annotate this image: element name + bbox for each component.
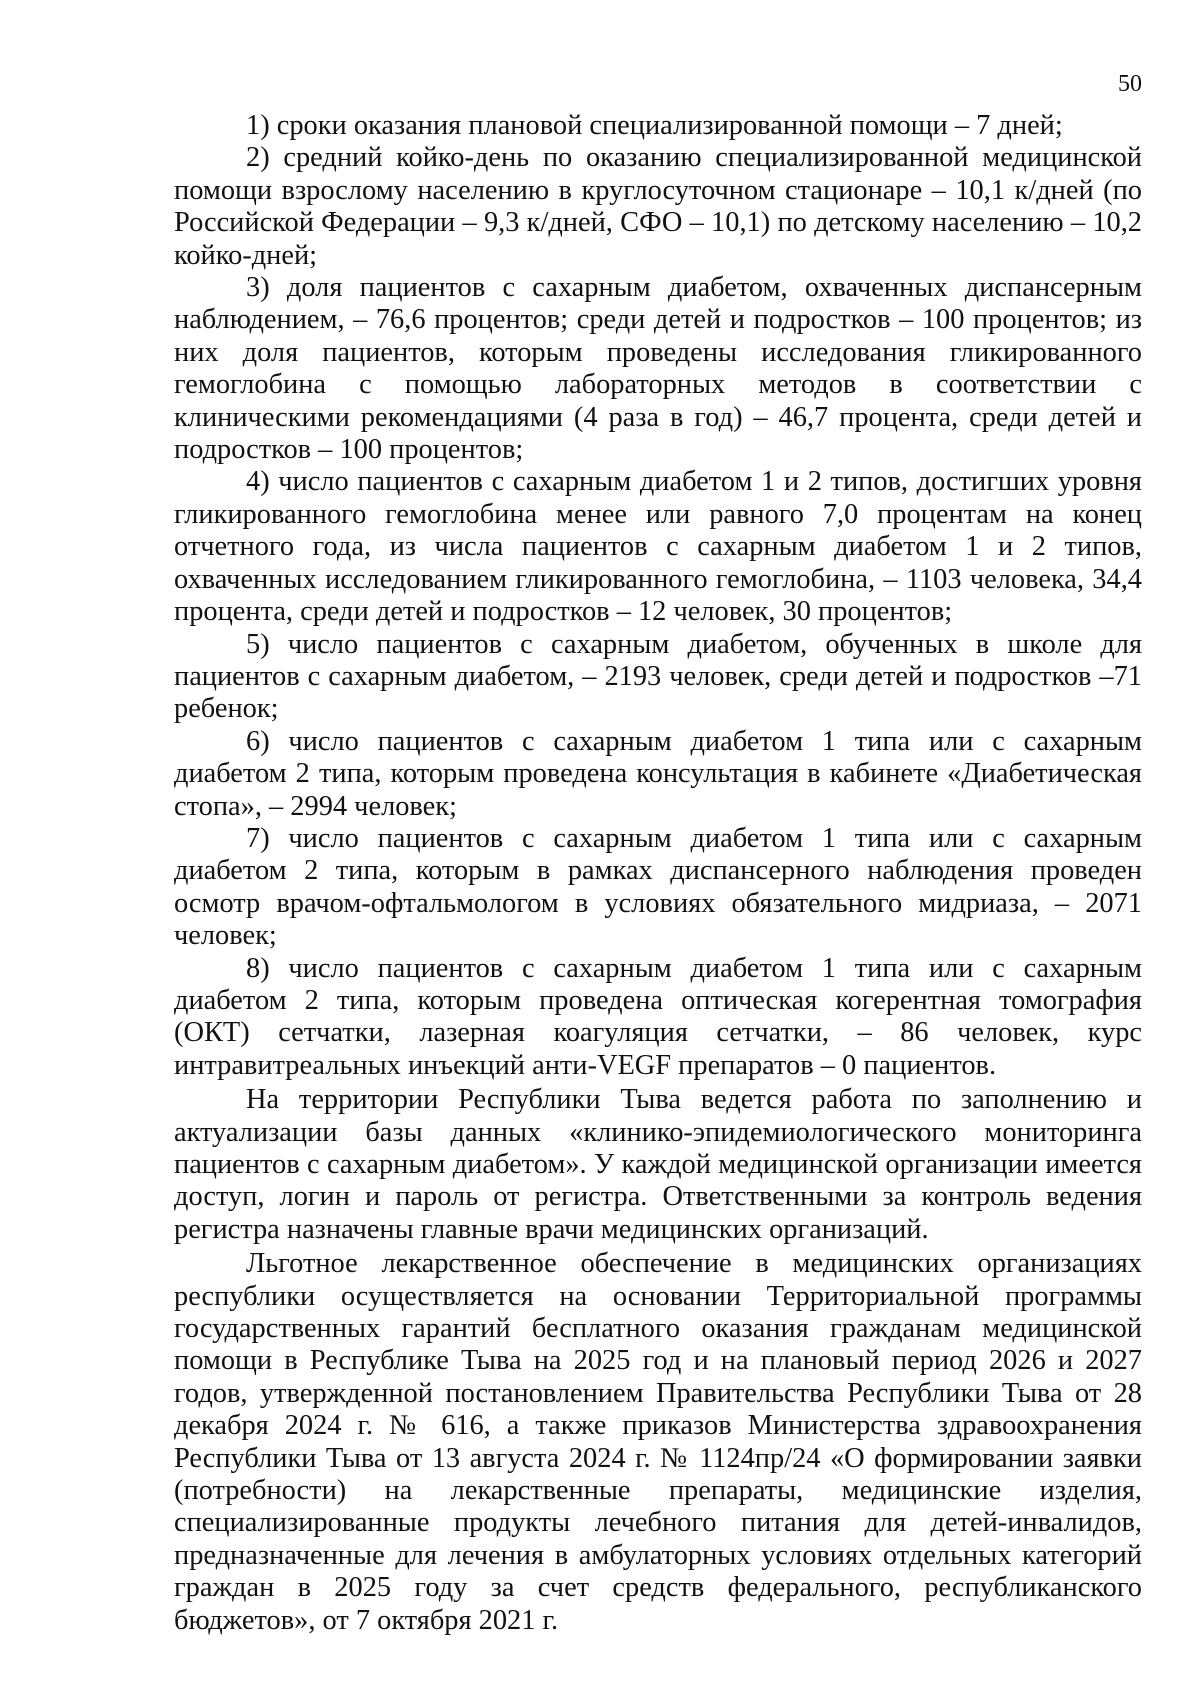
paragraph-registry: На территории Республики Тыва ведется работа по заполнению и актуализации базы данных «клинико-эпидемиологического мониторинга пациентов с сахарным диабетом». У каждой медицинской организации имеется доступ, логин и пароль от регистра. Ответственными за контроль ведения регистра назначены главные врачи медицинских организаций. [174, 1084, 1142, 1245]
paragraph-drug-provision: Льготное лекарственное обеспечение в медицинских организациях республики осуществляется на основании Территориальной программы государственных гарантий бесплатного оказания гражданам медицинской помощи в Республике Тыва на 2025 год и на плановый период 2026 и 2027 годов, утвержденной постановлением Правительства Республики Тыва от 28 декабря 2024 г. № 616, а также приказов Министерства здравоохранения Республики Тыва от 13 августа 2024 г. № 1124пр/24 «О формировании заявки (потребности) на лекарственные препараты, медицинские изделия, специализированные продукты лечебного питания для детей-инвалидов, предназначенные для лечения в амбулаторных условиях отдельных категорий граждан в 2025 году за счет средств федерального, республиканского бюджетов», от 7 октября 2021 г. [174, 1248, 1142, 1636]
list-item-8: 8) число пациентов с сахарным диабетом 1 типа или с сахарным диабетом 2 типа, которым проведена оптическая когерентная томография (ОКТ) сетчатки, лазерная коагуляция сетчатки, – 86 человек, курс интравитреальных инъекций анти-VEGF препаратов – 0 пациентов. [174, 952, 1142, 1081]
list-item-6: 6) число пациентов с сахарным диабетом 1 типа или с сахарным диабетом 2 типа, которым проведена консультация в кабинете «Диабетическая стопа», – 2994 человек; [174, 725, 1142, 822]
page-number: 50 [1118, 71, 1142, 97]
document-body [174, 110, 1142, 1637]
list-item-2: 2) средний койко-день по оказанию специализированной медицинской помощи взрослому населению в круглосуточном стационаре – 10,1 к/дней (по Российской Федерации – 9,3 к/дней, СФО – 10,1) по детскому населению – 10,2 койко-дней; [174, 142, 1142, 271]
list-item-7: 7) число пациентов с сахарным диабетом 1 типа или с сахарным диабетом 2 типа, которым в рамках диспансерного наблюдения проведен осмотр врачом-офтальмологом в условиях обязательного мидриаза, – 2071 человек; [174, 822, 1142, 952]
list-item-1: 1) сроки оказания плановой специализированной помощи – 7 дней; [246, 110, 1063, 141]
list-item-5: 5) число пациентов с сахарным диабетом, обученных в школе для пациентов с сахарным диабетом, – 2193 человек, среди детей и подростков –71 ребенок; [174, 628, 1142, 725]
list-item-4: 4) число пациентов с сахарным диабетом 1 и 2 типов, достигших уровня гликированного гемоглобина менее или равного 7,0 процентам на конец отчетного года, из числа пациентов с сахарным диабетом 1 и 2 типов, охваченных исследованием гликированного гемоглобина, – 1103 человека, 34,4 процента, среди детей и подростков – 12 человек, 30 процентов; [174, 466, 1142, 628]
list-item-3: 3) доля пациентов с сахарным диабетом, охваченных диспансерным наблюдением, – 76,6 процентов; среди детей и подростков – 100 процентов; из них доля пациентов, которым проведены исследования гликированного гемоглобина с помощью лабораторных методов в соответствии с клиническими рекомендациями (4 раза в год) – 46,7 процента, среди детей и подростков – 100 процентов; [174, 272, 1142, 466]
